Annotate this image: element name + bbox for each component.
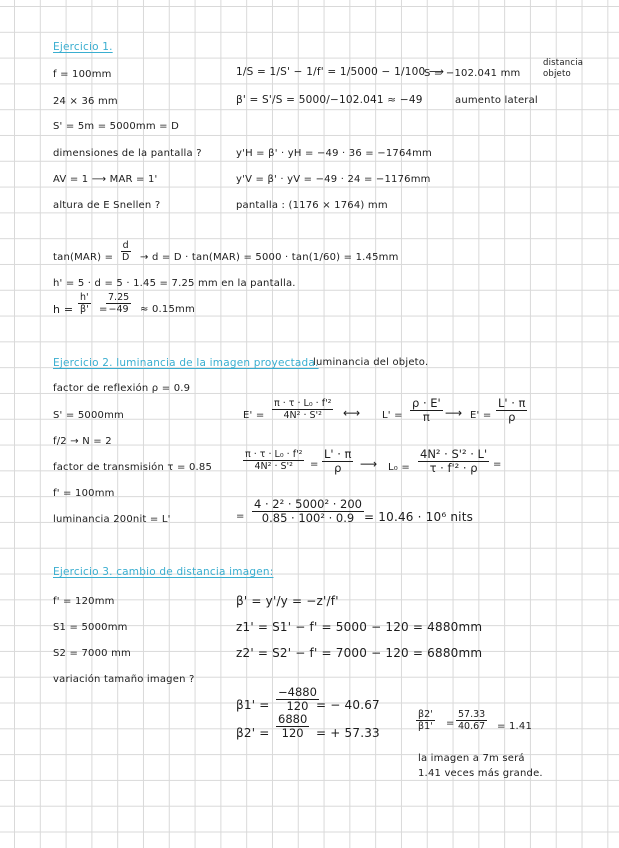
ex1-h-prime: h' = 5 · d = 5 · 1.45 = 7.25 mm en la pantalla. — [53, 278, 296, 289]
ex1-h-fraction-num: h' — [80, 292, 89, 303]
ex2-lo-label: L₀ = — [388, 462, 410, 473]
ex1-h-values-den: −49 — [108, 304, 129, 315]
ex2-heading-extra: luminancia del objeto. — [313, 357, 429, 368]
ex2-lo-denominator: τ · f'² · ρ — [429, 461, 478, 475]
ex3-beta-equation: β' = y'/y = −z'/f' — [236, 594, 339, 608]
ex1-screen-size: pantalla : (1176 × 1764) mm — [236, 200, 388, 211]
ex2-e-fraction — [272, 398, 333, 421]
ex3-ratio-denominator: β1' — [418, 721, 433, 732]
ex3-ratio-numerator: β2' — [418, 709, 433, 720]
ex2-lo-fraction — [418, 448, 489, 475]
ex2-eq-a-fraction — [243, 449, 304, 472]
ex2-l-fraction — [410, 397, 443, 424]
ex1-snellen-question: altura de E Snellen ? — [53, 200, 161, 211]
ex2-e2-denominator: ρ — [508, 410, 516, 424]
ex1-tan-numerator: d — [122, 240, 129, 251]
ex2-luminance: luminancia 200nit = L' — [53, 514, 171, 525]
ex1-h-values-num: 7.25 — [108, 292, 130, 303]
ex2-lo-numerator: 4N² · S'² · L' — [420, 447, 488, 461]
ex1-magnification-note: aumento lateral — [455, 95, 538, 106]
ex2-eq-a-numerator: π · τ · L₀ · f'² — [245, 449, 303, 460]
ex2-l-denominator: π — [422, 410, 430, 424]
ex2-eq-b-fraction — [322, 448, 353, 475]
ex2-e2-label: E' = — [470, 410, 492, 421]
ex1-object-distance: S = −102.041 mm — [424, 68, 521, 79]
ex3-z2-equation: z2' = S2' − f' = 7000 − 120 = 6880mm — [236, 646, 483, 660]
ex2-calc-denominator: 0.85 · 100² · 0.9 — [261, 511, 355, 525]
ex2-lo-equals: = — [493, 459, 502, 470]
ex2-focal: f' = 100mm — [53, 488, 115, 499]
ex3-b1-fraction — [276, 686, 319, 713]
ex2-calc-result: = 10.46 · 10⁶ nits — [364, 510, 474, 524]
ex3-b1-label: β1' = — [236, 698, 270, 712]
ex2-e2-fraction — [496, 397, 527, 424]
ex3-b2-denominator: 120 — [281, 726, 304, 740]
ex3-size-question: variación tamaño imagen ? — [53, 674, 195, 685]
ex3-ratio-fraction — [416, 709, 435, 732]
ex2-e-label: E' = — [243, 410, 265, 421]
ex2-transmission-factor: factor de transmisión τ = 0.85 — [53, 462, 213, 473]
ex1-h-fraction-den: β' — [80, 304, 89, 315]
ex1-h-fraction — [78, 292, 91, 315]
ex3-ratio-result: = 1.41 — [497, 721, 533, 732]
ex1-vertical-size: y'V = β' · yV = −49 · 24 = −1176mm — [236, 174, 431, 185]
ex3-b2-result: = + 57.33 — [316, 726, 380, 740]
ex1-note-distancia: distancia — [543, 58, 584, 68]
ex1-h-equals: = — [99, 304, 108, 315]
ex3-b1-result: = − 40.67 — [316, 698, 380, 712]
ex2-heading: Ejercicio 2. luminancia de la imagen proyectada. — [53, 357, 319, 369]
ex1-sensor-size: 24 × 36 mm — [53, 96, 118, 107]
ex1-note-objeto: objeto — [543, 69, 571, 79]
ex1-heading: Ejercicio 1. — [53, 41, 113, 53]
ex2-calc-fraction — [252, 498, 364, 525]
ex1-h-result: ≈ 0.15mm — [140, 304, 195, 315]
ex3-heading: Ejercicio 3. cambio de distancia imagen: — [53, 566, 274, 578]
ex2-l-label: L' = — [382, 410, 403, 421]
ex1-tan-equation: → d = D · tan(MAR) = 5000 · tan(1/60) = 1.45mm — [140, 252, 399, 263]
ex2-calc-numerator: 4 · 2² · 5000² · 200 — [254, 497, 362, 511]
ex3-b1-denominator: 120 — [286, 699, 309, 713]
ex3-conclusion-line-2: 1.41 veces más grande. — [418, 768, 543, 779]
ex3-b2-fraction — [276, 713, 309, 740]
ex1-tan-fraction — [120, 240, 131, 263]
ex3-ratio-values-den: 40.67 — [458, 721, 486, 732]
ex2-f-number: f/2 → N = 2 — [53, 436, 112, 447]
ex2-e-denominator: 4N² · S'² — [283, 410, 322, 421]
ex1-horizontal-size: y'H = β' · yH = −49 · 36 = −1764mm — [236, 148, 432, 159]
ex3-s2: S2 = 7000 mm — [53, 648, 131, 659]
ex1-visual-acuity: AV = 1 ⟶ MAR = 1' — [53, 174, 158, 185]
ex3-ratio-values-num: 57.33 — [458, 709, 486, 720]
ex1-screen-question: dimensiones de la pantalla ? — [53, 148, 202, 159]
ex1-equation-1: 1/S = 1/S' − 1/f' = 1/5000 − 1/100 ⟶ — [236, 66, 445, 78]
ex3-b2-numerator: 6880 — [278, 712, 308, 726]
ex1-focal: f = 100mm — [53, 69, 112, 80]
ex3-b1-numerator: −4880 — [278, 685, 317, 699]
ex2-calc-equals: = — [236, 511, 245, 522]
ex3-ratio-equals: = — [446, 718, 455, 729]
ex3-conclusion-line-1: la imagen a 7m será — [418, 753, 525, 764]
ex2-eq-a-denominator: 4N² · S'² — [254, 461, 293, 472]
ex2-s-prime: S' = 5000mm — [53, 410, 124, 421]
ex2-right-arrow: ⟶ — [445, 406, 463, 420]
ex2-eq-equals: = — [310, 459, 319, 470]
ex1-tan-prefix: tan(MAR) = — [53, 252, 114, 263]
ex1-tan-denominator: D — [122, 252, 130, 263]
ex1-h-fraction-values — [106, 292, 131, 315]
ex3-b2-label: β2' = — [236, 726, 270, 740]
ex3-z1-equation: z1' = S1' − f' = 5000 − 120 = 4880mm — [236, 620, 483, 634]
ex1-h-prefix: h = — [53, 303, 74, 316]
ex3-ratio-values — [456, 709, 487, 732]
ex2-reflection-factor: factor de reflexión ρ = 0.9 — [53, 383, 191, 394]
ex3-s1: S1 = 5000mm — [53, 622, 128, 633]
ex2-l-numerator: ρ · E' — [412, 396, 441, 410]
ex2-eq-b-numerator: L' · π — [324, 447, 352, 461]
ex3-focal: f' = 120mm — [53, 596, 115, 607]
ex2-double-arrow: ⟷ — [343, 406, 361, 420]
ex1-magnification-equation: β' = S'/S = 5000/−102.041 ≈ −49 — [236, 94, 423, 106]
ex2-eq-b-denominator: ρ — [334, 461, 342, 475]
ex1-image-distance: S' = 5m = 5000mm = D — [53, 121, 180, 132]
ex2-e2-numerator: L' · π — [498, 396, 526, 410]
ex2-arrow-lo: ⟶ — [360, 457, 378, 471]
ex2-e-numerator: π · τ · L₀ · f'² — [274, 398, 332, 409]
